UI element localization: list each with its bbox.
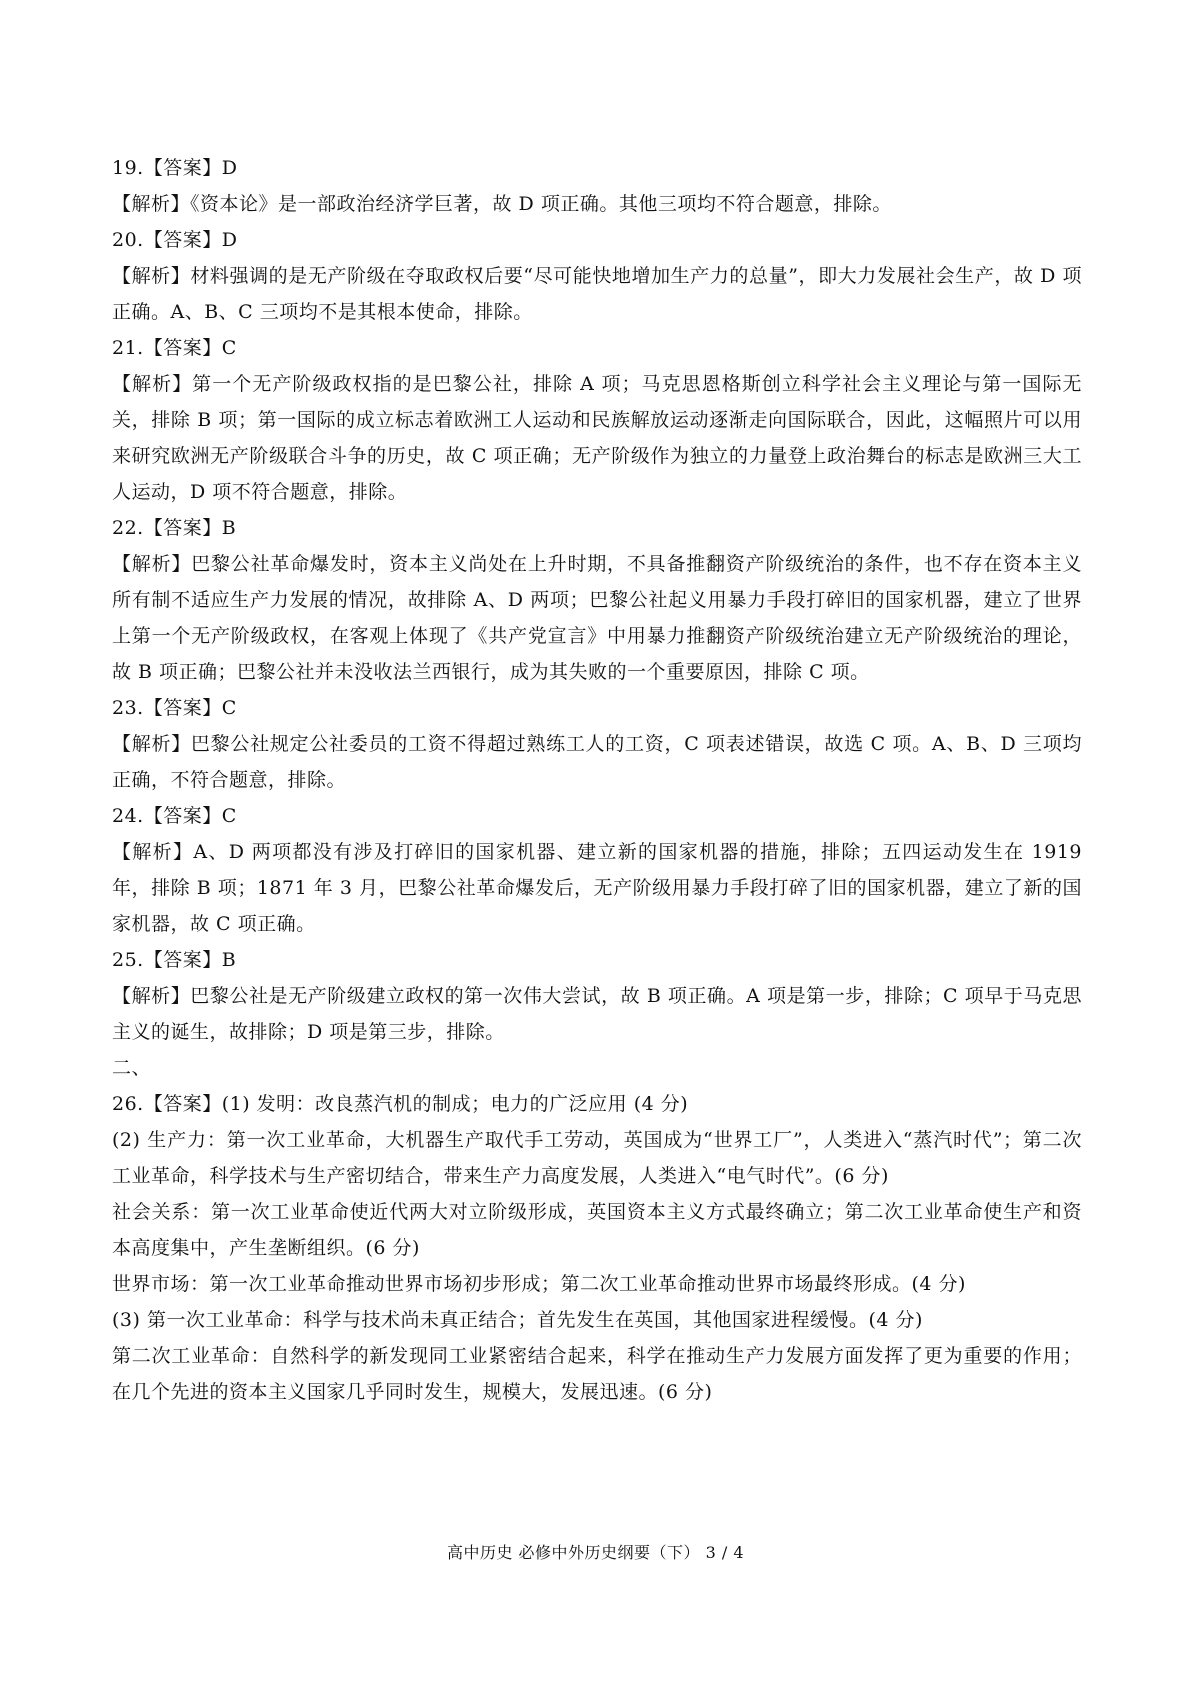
analysis-21: 【解析】第一个无产阶级政权指的是巴黎公社，排除 A 项；马克思恩格斯创立科学社会主义理论与第一国际无关，排除 B 项；第一国际的成立标志着欧洲工人运动和民族解放运动逐渐走向国际联合，因此，这幅照片可以用来研究欧洲无产阶级联合斗争的历史，故 C 项正确；无产阶级作为独立的力量登上政治舞台的标志是欧洲三大工人运动，D 项不符合题意，排除。 <box>112 373 1082 503</box>
answer-26-social-relations: 社会关系：第一次工业革命使近代两大对立阶级形成，英国资本主义方式最终确立；第二次工业革命使生产和资本高度集中，产生垄断组织。(6 分) <box>112 1201 1082 1259</box>
answer-26-first-revolution: (3) 第一次工业革命：科学与技术尚未真正结合；首先发生在英国，其他国家进程缓慢。(4 分) <box>112 1309 923 1331</box>
answer-24: 24.【答案】C <box>112 805 237 827</box>
answer-26-productivity: (2) 生产力：第一次工业革命，大机器生产取代手工劳动，英国成为“世界工厂”，人类进入“蒸汽时代”；第二次工业革命，科学技术与生产密切结合，带来生产力高度发展，人类进入“电气时代”。(6 分) <box>112 1129 1082 1187</box>
analysis-19: 【解析】《资本论》是一部政治经济学巨著，故 D 项正确。其他三项均不符合题意，排除。 <box>112 193 892 215</box>
answer-26-part1: 26.【答案】(1) 发明：改良蒸汽机的制成；电力的广泛应用 (4 分) <box>112 1093 689 1115</box>
page-footer: 高中历史 必修中外历史纲要（下） 3 / 4 <box>446 1543 745 1562</box>
analysis-25: 【解析】巴黎公社是无产阶级建立政权的第一次伟大尝试，故 B 项正确。A 项是第一步，排除；C 项早于马克思主义的诞生，故排除；D 项是第三步，排除。 <box>112 985 1082 1043</box>
answer-26-second-revolution: 第二次工业革命：自然科学的新发现同工业紧密结合起来，科学在推动生产力发展方面发挥了更为重要的作用；在几个先进的资本主义国家几乎同时发生，规模大，发展迅速。(6 分) <box>112 1345 1082 1403</box>
answer-26-world-market: 世界市场：第一次工业革命推动世界市场初步形成；第二次工业革命推动世界市场最终形成。(4 分) <box>112 1273 966 1295</box>
analysis-24: 【解析】A、D 两项都没有涉及打碎旧的国家机器、建立新的国家机器的措施，排除；五四运动发生在 1919 年，排除 B 项；1871 年 3 月，巴黎公社革命爆发后，无产阶级用暴力手段打碎了旧的国家机器，建立了新的国家机器，故 C 项正确。 <box>112 841 1082 935</box>
analysis-22: 【解析】巴黎公社革命爆发时，资本主义尚处在上升时期，不具备推翻资产阶级统治的条件，也不存在资本主义所有制不适应生产力发展的情况，故排除 A、D 两项；巴黎公社起义用暴力手段打碎旧的国家机器，建立了世界上第一个无产阶级政权，在客观上体现了《共产党宣言》中用暴力推翻资产阶级统治建立无产阶级统治的理论，故 B 项正确；巴黎公社并未没收法兰西银行，成为其失败的一个重要原因，排除 C 项。 <box>112 553 1082 683</box>
analysis-20: 【解析】材料强调的是无产阶级在夺取政权后要“尽可能快地增加生产力的总量”，即大力发展社会生产，故 D 项正确。A、B、C 三项均不是其根本使命，排除。 <box>112 265 1082 323</box>
answer-19: 19.【答案】D <box>112 157 238 179</box>
answer-21: 21.【答案】C <box>112 337 237 359</box>
answer-25: 25.【答案】B <box>112 949 237 971</box>
answer-23: 23.【答案】C <box>112 697 237 719</box>
answer-22: 22.【答案】B <box>112 517 237 539</box>
section-two-heading: 二、 <box>112 1057 152 1079</box>
answer-20: 20.【答案】D <box>112 229 238 251</box>
analysis-23: 【解析】巴黎公社规定公社委员的工资不得超过熟练工人的工资，C 项表述错误，故选 C 项。A、B、D 三项均正确，不符合题意，排除。 <box>112 733 1082 791</box>
answer-page-body <box>112 150 1082 1410</box>
